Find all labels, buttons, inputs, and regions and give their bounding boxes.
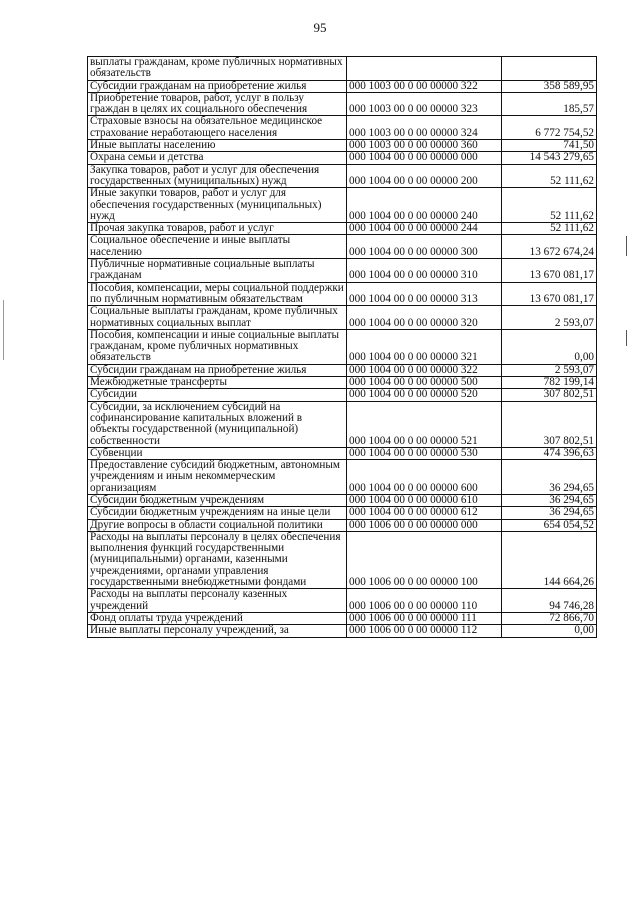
row-amount bbox=[502, 57, 597, 81]
row-name: Межбюджетные трансферты bbox=[88, 377, 347, 389]
row-name: Субвенции bbox=[88, 447, 347, 459]
row-name: Субсидии бюджетным учреждениям bbox=[88, 494, 347, 506]
row-code: 000 1004 00 0 00 00000 200 bbox=[347, 164, 502, 188]
page-number: 95 bbox=[313, 20, 327, 35]
row-code: 000 1003 00 0 00 00000 322 bbox=[347, 80, 502, 92]
row-amount: 52 111,62 bbox=[502, 164, 597, 188]
table-row bbox=[88, 460, 597, 495]
row-code: 000 1004 00 0 00 00000 300 bbox=[347, 235, 502, 259]
table-row bbox=[88, 164, 597, 188]
row-name: Приобретение товаров, работ, услуг в пользу граждан в целях их социального обеспечения bbox=[88, 92, 347, 116]
table-row bbox=[88, 140, 597, 152]
row-amount: 474 396,63 bbox=[502, 447, 597, 459]
row-amount: 307 802,51 bbox=[502, 401, 597, 447]
scan-edge-mark bbox=[3, 300, 4, 360]
table-row bbox=[88, 494, 597, 506]
row-amount: 2 593,07 bbox=[502, 364, 597, 376]
row-code: 000 1006 00 0 00 00000 100 bbox=[347, 531, 502, 588]
table-row bbox=[88, 612, 597, 624]
row-code: 000 1004 00 0 00 00000 322 bbox=[347, 364, 502, 376]
row-amount: 72 866,70 bbox=[502, 612, 597, 624]
row-code: 000 1006 00 0 00 00000 000 bbox=[347, 519, 502, 531]
row-name: Фонд оплаты труда учреждений bbox=[88, 612, 347, 624]
row-code: 000 1003 00 0 00 00000 324 bbox=[347, 116, 502, 140]
row-name: Закупка товаров, работ и услуг для обеспечения государственных (муниципальных) нужд bbox=[88, 164, 347, 188]
row-name: Иные выплаты персоналу учреждений, за bbox=[88, 625, 347, 637]
row-name: Иные выплаты населению bbox=[88, 140, 347, 152]
row-code: 000 1004 00 0 00 00000 320 bbox=[347, 306, 502, 330]
row-code: 000 1004 00 0 00 00000 240 bbox=[347, 188, 502, 223]
row-code: 000 1006 00 0 00 00000 112 bbox=[347, 625, 502, 637]
row-amount: 2 593,07 bbox=[502, 306, 597, 330]
table-row bbox=[88, 364, 597, 376]
row-name: Социальное обеспечение и иные выплаты населению bbox=[88, 235, 347, 259]
row-name: Прочая закупка товаров, работ и услуг bbox=[88, 223, 347, 235]
row-name: Расходы на выплаты персоналу казенных учреждений bbox=[88, 589, 347, 613]
row-code: 000 1004 00 0 00 00000 321 bbox=[347, 329, 502, 364]
row-amount: 52 111,62 bbox=[502, 223, 597, 235]
table-row bbox=[88, 235, 597, 259]
row-amount: 0,00 bbox=[502, 329, 597, 364]
row-code: 000 1004 00 0 00 00000 600 bbox=[347, 460, 502, 495]
scan-edge-mark bbox=[626, 330, 627, 346]
table-row bbox=[88, 519, 597, 531]
table-row bbox=[88, 389, 597, 401]
row-name: выплаты гражданам, кроме публичных нормативных обязательств bbox=[88, 57, 347, 81]
row-name: Предоставление субсидий бюджетным, автономным учреждениям и иным некоммерческим организациям bbox=[88, 460, 347, 495]
row-amount: 13 670 081,17 bbox=[502, 259, 597, 283]
row-code: 000 1006 00 0 00 00000 111 bbox=[347, 612, 502, 624]
row-amount: 0,00 bbox=[502, 625, 597, 637]
row-code: 000 1004 00 0 00 00000 244 bbox=[347, 223, 502, 235]
table-row bbox=[88, 589, 597, 613]
row-amount: 36 294,65 bbox=[502, 460, 597, 495]
table-row bbox=[88, 377, 597, 389]
row-amount: 13 670 081,17 bbox=[502, 282, 597, 306]
row-code: 000 1003 00 0 00 00000 323 bbox=[347, 92, 502, 116]
budget-table bbox=[87, 56, 597, 638]
row-amount: 94 746,28 bbox=[502, 589, 597, 613]
row-name: Субсидии bbox=[88, 389, 347, 401]
row-code: 000 1004 00 0 00 00000 610 bbox=[347, 494, 502, 506]
row-name: Пособия, компенсации, меры социальной поддержки по публичным нормативным обязательствам bbox=[88, 282, 347, 306]
table-row bbox=[88, 116, 597, 140]
table-row bbox=[88, 447, 597, 459]
table-row bbox=[88, 152, 597, 164]
row-code: 000 1004 00 0 00 00000 530 bbox=[347, 447, 502, 459]
row-name: Другие вопросы в области социальной политики bbox=[88, 519, 347, 531]
table-row bbox=[88, 259, 597, 283]
row-amount: 782 199,14 bbox=[502, 377, 597, 389]
row-name: Публичные нормативные социальные выплаты гражданам bbox=[88, 259, 347, 283]
row-amount: 36 294,65 bbox=[502, 494, 597, 506]
row-amount: 654 054,52 bbox=[502, 519, 597, 531]
table-row bbox=[88, 57, 597, 81]
row-name: Субсидии гражданам на приобретение жилья bbox=[88, 80, 347, 92]
row-name: Пособия, компенсации и иные социальные выплаты гражданам, кроме публичных нормативных обязательств bbox=[88, 329, 347, 364]
row-name: Расходы на выплаты персоналу в целях обеспечения выполнения функций государственными (муниципальными) органами, казенными учреждениями, органами управления государственными внебюджетными фондами bbox=[88, 531, 347, 588]
row-name: Субсидии, за исключением субсидий на софинансирование капитальных вложений в объекты государственной (муниципальной) собственности bbox=[88, 401, 347, 447]
row-amount: 185,57 bbox=[502, 92, 597, 116]
table-row bbox=[88, 282, 597, 306]
row-code: 000 1004 00 0 00 00000 310 bbox=[347, 259, 502, 283]
row-amount: 6 772 754,52 bbox=[502, 116, 597, 140]
row-code: 000 1006 00 0 00 00000 110 bbox=[347, 589, 502, 613]
row-code bbox=[347, 57, 502, 81]
table-row bbox=[88, 329, 597, 364]
row-code: 000 1004 00 0 00 00000 500 bbox=[347, 377, 502, 389]
row-code: 000 1004 00 0 00 00000 313 bbox=[347, 282, 502, 306]
row-code: 000 1004 00 0 00 00000 521 bbox=[347, 401, 502, 447]
table-row bbox=[88, 80, 597, 92]
row-name: Субсидии бюджетным учреждениям на иные цели bbox=[88, 507, 347, 519]
row-name: Субсидии гражданам на приобретение жилья bbox=[88, 364, 347, 376]
row-code: 000 1003 00 0 00 00000 360 bbox=[347, 140, 502, 152]
row-name: Иные закупки товаров, работ и услуг для обеспечения государственных (муниципальных) нужд bbox=[88, 188, 347, 223]
row-code: 000 1004 00 0 00 00000 000 bbox=[347, 152, 502, 164]
table-row bbox=[88, 92, 597, 116]
row-amount: 307 802,51 bbox=[502, 389, 597, 401]
table-row bbox=[88, 188, 597, 223]
row-name: Страховые взносы на обязательное медицинское страхование неработающего населения bbox=[88, 116, 347, 140]
row-amount: 52 111,62 bbox=[502, 188, 597, 223]
row-amount: 144 664,26 bbox=[502, 531, 597, 588]
row-amount: 13 672 674,24 bbox=[502, 235, 597, 259]
row-code: 000 1004 00 0 00 00000 520 bbox=[347, 389, 502, 401]
row-amount: 741,50 bbox=[502, 140, 597, 152]
row-name: Социальные выплаты гражданам, кроме публичных нормативных социальных выплат bbox=[88, 306, 347, 330]
row-name: Охрана семьи и детства bbox=[88, 152, 347, 164]
table-row bbox=[88, 507, 597, 519]
table-row bbox=[88, 306, 597, 330]
scan-edge-mark bbox=[626, 236, 627, 256]
row-code: 000 1004 00 0 00 00000 612 bbox=[347, 507, 502, 519]
table-row bbox=[88, 223, 597, 235]
table-row bbox=[88, 531, 597, 588]
row-amount: 14 543 279,65 bbox=[502, 152, 597, 164]
row-amount: 358 589,95 bbox=[502, 80, 597, 92]
row-amount: 36 294,65 bbox=[502, 507, 597, 519]
table-row bbox=[88, 625, 597, 637]
table-row bbox=[88, 401, 597, 447]
